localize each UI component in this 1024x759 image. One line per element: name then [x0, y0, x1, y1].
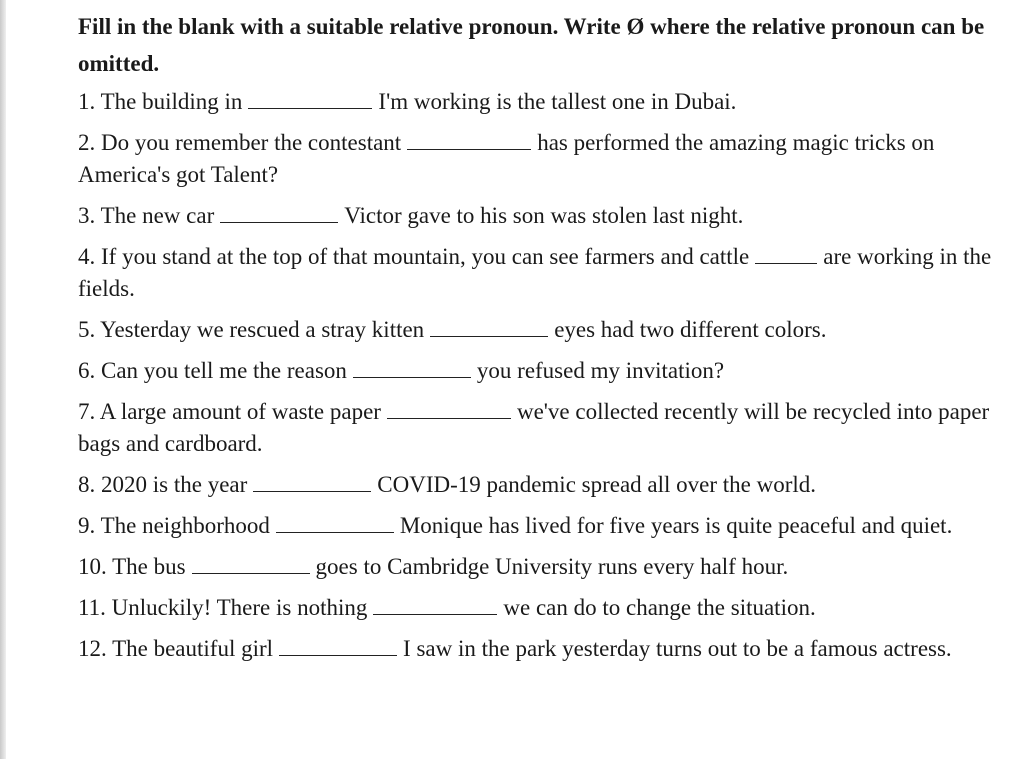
exercise-item-3 [78, 200, 993, 232]
answer-blank[interactable] [755, 243, 817, 264]
exercise-item-12 [78, 633, 993, 665]
instructions-heading: Fill in the blank with a suitable relative pronoun. Write Ø where the relative pronoun can be omitted. [78, 14, 985, 76]
answer-blank[interactable] [353, 357, 471, 378]
item-text-before: 12. The beautiful girl [78, 636, 274, 661]
item-text-before: 1. The building in [78, 89, 243, 114]
item-text-before: 6. Can you tell me the reason [78, 358, 347, 383]
answer-blank[interactable] [248, 88, 372, 109]
answer-blank[interactable] [253, 471, 371, 492]
exercise-item-11 [78, 592, 993, 624]
item-text-after: has performed the amazing magic tricks on America's got Talent? [78, 130, 935, 187]
exercise-item-2 [78, 127, 993, 191]
exercise-item-9 [78, 510, 993, 542]
answer-blank[interactable] [373, 594, 497, 615]
answer-blank[interactable] [407, 129, 531, 150]
item-text-before: 10. The bus [78, 554, 186, 579]
exercise-item-5 [78, 314, 993, 346]
exercise-item-6 [78, 355, 993, 387]
exercise-item-8 [78, 469, 993, 501]
worksheet [78, 8, 993, 665]
item-text-before: 11. Unluckily! There is nothing [78, 595, 368, 620]
exercise-item-1 [78, 86, 993, 118]
item-text-before: 7. A large amount of waste paper [78, 399, 381, 424]
exercise-item-10 [78, 551, 993, 583]
answer-blank[interactable] [387, 398, 511, 419]
item-text-after: Victor gave to his son was stolen last night. [344, 203, 744, 228]
item-text-after: we can do to change the situation. [503, 595, 816, 620]
answer-blank[interactable] [430, 316, 548, 337]
answer-blank[interactable] [192, 553, 310, 574]
item-text-after: eyes had two different colors. [554, 317, 827, 342]
item-text-after: are working in the fields. [78, 244, 992, 301]
item-text-before: 2. Do you remember the contestant [78, 130, 402, 155]
answer-blank[interactable] [279, 635, 397, 656]
item-text-before: 3. The new car [78, 203, 215, 228]
item-text-before: 4. If you stand at the top of that mountain, you can see farmers and cattle [78, 244, 750, 269]
exercise-item-4 [78, 241, 993, 305]
item-text-after: I'm working is the tallest one in Dubai. [378, 89, 737, 114]
item-text-before: 9. The neighborhood [78, 513, 270, 538]
item-text-after: goes to Cambridge University runs every half hour. [315, 554, 789, 579]
item-text-after: COVID-19 pandemic spread all over the world. [377, 472, 817, 497]
item-text-before: 8. 2020 is the year [78, 472, 248, 497]
item-text-after: I saw in the park yesterday turns out to be a famous actress. [403, 636, 952, 661]
exercise-item-7 [78, 396, 993, 460]
item-text-after: we've collected recently will be recycled into paper bags and cardboard. [78, 399, 990, 456]
item-text-after: Monique has lived for five years is quite peaceful and quiet. [399, 513, 953, 538]
page-shadow-edge [0, 0, 6, 759]
item-text-before: 5. Yesterday we rescued a stray kitten [78, 317, 425, 342]
answer-blank[interactable] [220, 202, 338, 223]
item-text-after: you refused my invitation? [476, 358, 725, 383]
answer-blank[interactable] [276, 512, 394, 533]
